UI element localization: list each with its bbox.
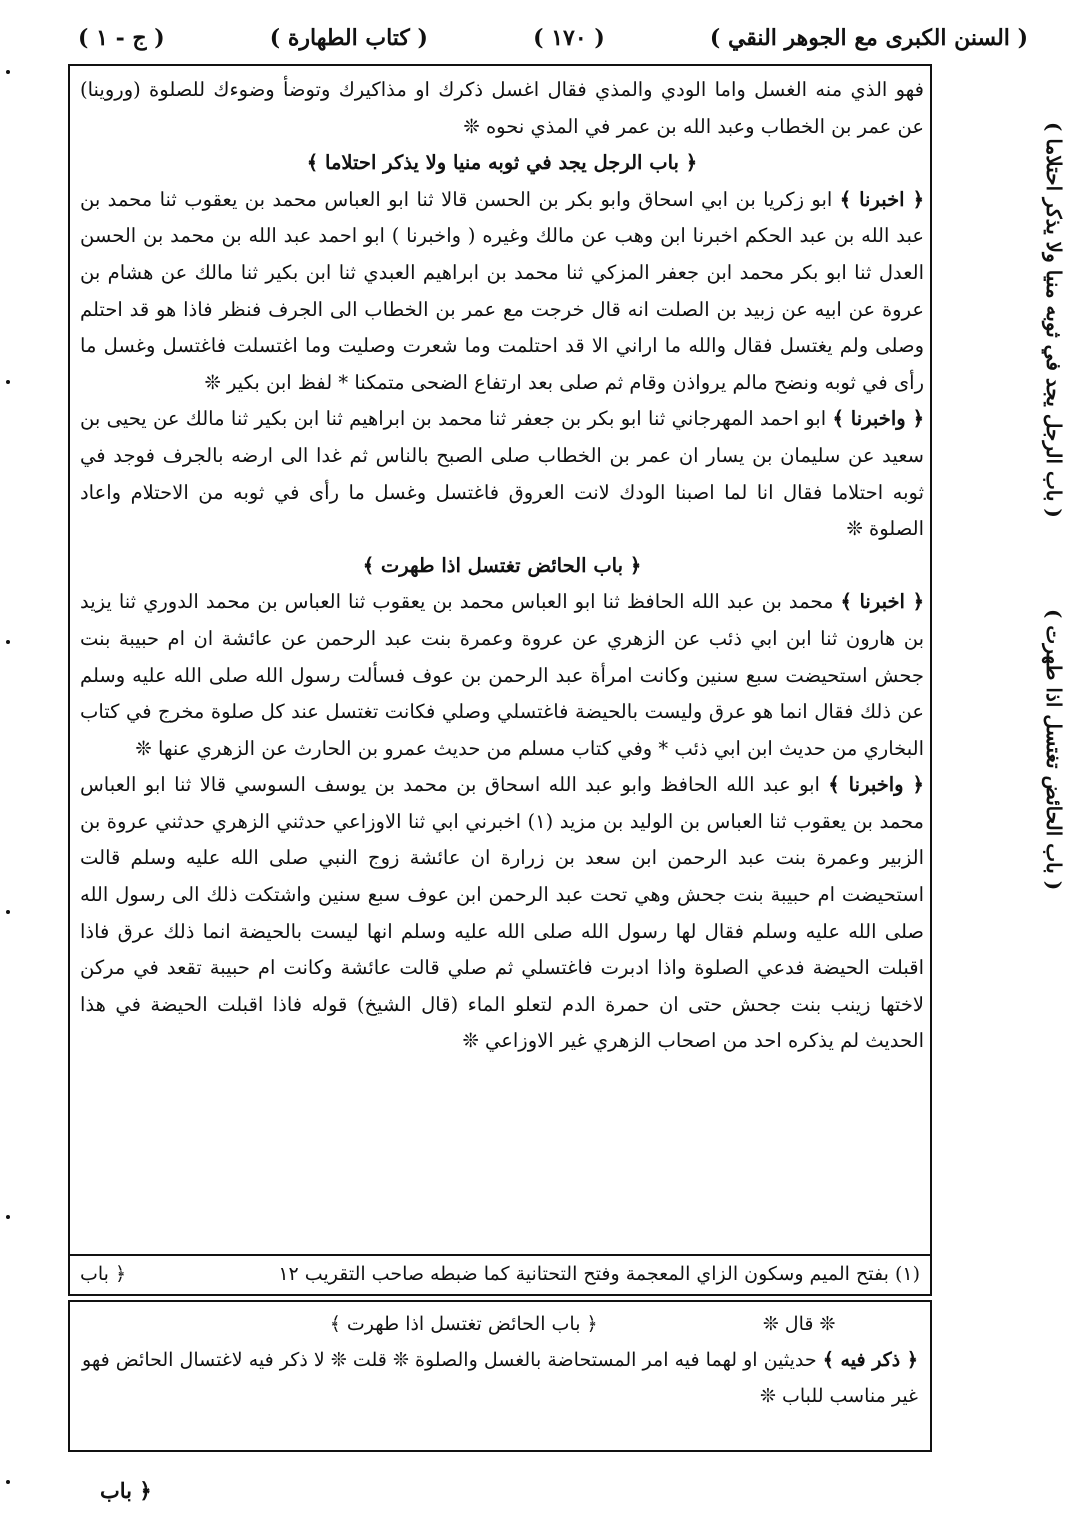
volume-number: ( ج - ١ ) [78, 25, 165, 51]
footnote-box [68, 1254, 932, 1296]
chapter-heading-2: ﴿ باب الحائض تغتسل اذا طهرت ﴾ [362, 553, 642, 577]
jawhar-paragraph [82, 1342, 918, 1414]
paragraph-3 [80, 584, 924, 767]
page-catchword: ﴿ باب [100, 1478, 152, 1503]
narration-label: ﴿ اخبرنا ﴾ [840, 590, 924, 614]
jawhar-header-row [82, 1306, 918, 1342]
book-title: ( السنن الكبرى مع الجوهر النقي ) [709, 25, 1028, 51]
paragraph-4 [80, 767, 924, 1060]
jawhar-heading: ﴿ باب الحائض تغتسل اذا طهرت ﴾ [329, 1313, 598, 1335]
margin-note-1: ( باب الرجل يجد في ثوبه منيا ولا يذكر احتلاما ) [1042, 122, 1066, 518]
paragraph-2 [80, 401, 924, 547]
paragraph-text: ابو زكريا بن ابي اسحاق وابو بكر بن الحسن قالا ثنا ابو العباس محمد بن يعقوب ثنا محمد بن عبد الله بن عبد الحكم اخبرنا ابن وهب عن مالك وغيره ( واخبرنا ) ابو احمد عبد الله بن محمد بن الحسن العدل ثنا ابو بكر محمد ابن جعفر المزكي ثنا محمد بن ابراهيم العبدي ثنا ابن بكير ثنا مالك عن هشام بن عروة عن ابيه عن زبيد بن الصلت انه قال خرجت مع عمر بن الخطاب الى الجرف فنظر فاذا هو قد احتلم وصلى ولم يغتسل فقال والله ما اراني الا قد احتلمت وما شعرت وصليت وما اغتسلت فاغتسل وغسل ما رأى في ثوبه ونضح مالم يرواذن وقام ثم صلى بعد ارتفاع الضحى متمكنا * لفظ ابن بكير ❊ [80, 187, 924, 394]
narration-label: ﴿ واخبرنا ﴾ [828, 773, 924, 797]
jawhar-label: ﴿ ذكر فيه ﴾ [822, 1349, 919, 1371]
binding-mark [6, 1215, 10, 1219]
page-number: ( ١٧٠ ) [533, 25, 605, 51]
paragraph-text: ابو احمد المهرجاني ثنا ابو بكر بن جعفر ثنا محمد بن ابراهيم ثنا ابن بكير ثنا مالك عن يحيى بن سعيد عن سليمان بن يسار ان عمر بن الخطاب صلى الصبح بالناس ثم غدا الى ارضه بالجرف فوجد في ثوبه احتلاما فقال انا لما اصبنا الودك لانت العروق فاغتسل وغسل ما رأى في ثوبه من الاحتلام واعاد الصلوة ❊ [80, 407, 924, 541]
footnote-text: (١) بفتح الميم وسكون الزاي المعجمة وفتح التحتانية كما ضبطه صاحب التقريب ١٢ [278, 1263, 920, 1285]
jawhar-qala: ❊ قال ❊ [762, 1313, 836, 1335]
paragraph-text: ابو عبد الله الحافظ وابو عبد الله اسحاق بن محمد بن يوسف السوسي قالا ثنا ابو العباس محمد بن يعقوب ثنا العباس بن الوليد بن مزيد (١) اخبرني ابي ثنا الاوزاعي حدثني الزهري حدثني عروة بن الزبير وعمرة بنت عبد الرحمن ابن سعد بن زرارة ان عائشة زوج النبي صلى الله عليه وسلم قالت استحيضت ام حبيبة بنت جحش وهي تحت عبد الرحمن ابن عوف سبع سنين واشتكت ذلك الى رسول الله صلى الله عليه وسلم فقال لها رسول الله صلى الله عليه وسلم انها ليست بالحيضة انما ذلك عرق فاذا اقبلت الحيضة فدعي الصلوة واذا ادبرت فاغتسلي ثم صلي قالت عائشة وكانت ام حبيبة تقعد في مركن لاختها زينب بنت جحش حتى ان حمرة الدم لتعلو الماء (قال الشيخ) قوله فاذا اقبلت الحيضة في هذا الحديث لم يذكره احد من اصحاب الزهري غير الاوزاعي ❊ [80, 773, 924, 1053]
paragraph-text: محمد بن عبد الله الحافظ ثنا ابو العباس محمد بن يعقوب ثنا العباس بن محمد الدوري ثنا يزيد بن هارون ثنا ابن ابي ذئب عن الزهري عن عروة وعمرة بنت عبد الرحمن عن عائشة ان ام حبيبة بنت جحش استحيضت سبع سنين وكانت امرأة عبد الرحمن بن عوف فسألت رسول الله صلى الله عليه وسلم عن ذلك فقال انما هو عرق وليست بالحيضة فاغتسلي وصلي فكانت تغتسل عند كل صلوة مخرج في كتاب البخاري من حديث ابن ابي ذئب * وفي كتاب مسلم من حديث عمرو بن الحارث عن الزهري عنها ❊ [80, 590, 924, 760]
margin-note-2: ( باب الحائض تغتسل اذا طهرت ) [1042, 609, 1066, 891]
binding-mark [6, 910, 10, 914]
binding-mark [6, 70, 10, 74]
footnote-catchword: ﴿ باب [80, 1263, 127, 1285]
paragraph-1 [80, 182, 924, 402]
chapter-title: ( كتاب الطهارة ) [269, 25, 428, 51]
main-text [80, 72, 924, 1060]
text-lines-1: فهو الذي منه الغسل واما الودي والمذي فقال اغسل ذكرك او مذاكيرك وتوضأ وضوءك للصلوة (وروينا) عن عمر بن الخطاب وعبد الله بن عمر في المذي نحوه ❊ [80, 78, 924, 138]
chapter-heading-1: ﴿ باب الرجل يجد في ثوبه منيا ولا يذكر احتلاما ﴾ [306, 151, 698, 175]
jawhar-text: حديثين او لهما فيه امر المستحاضة بالغسل والصلوة ❊ قلت ❊ لا ذكر فيه لاغتسال الحائض فهو غير مناسب للباب ❊ [82, 1349, 918, 1407]
binding-mark [6, 1480, 10, 1484]
narration-label: ﴿ واخبرنا ﴾ [832, 407, 924, 431]
jawhar-naqi-section [68, 1302, 932, 1452]
binding-mark [6, 380, 10, 384]
narration-label: ﴿ اخبرنا ﴾ [839, 187, 925, 211]
binding-mark [6, 640, 10, 644]
page-header [78, 18, 1028, 58]
